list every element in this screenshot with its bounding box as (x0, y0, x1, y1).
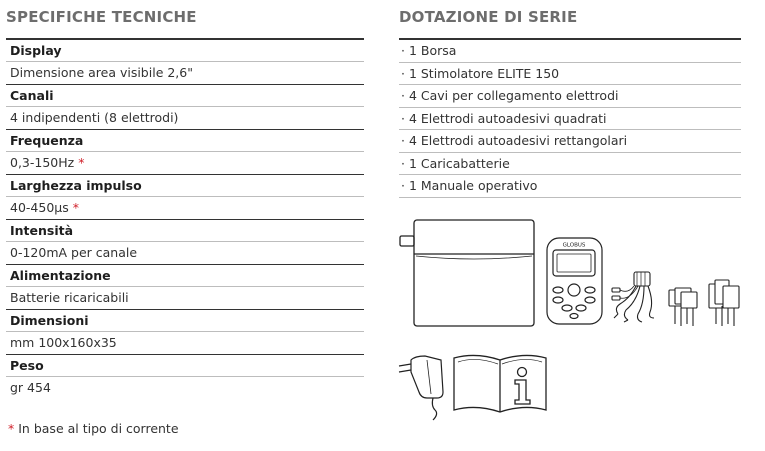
spec-label: Intensità (6, 219, 364, 241)
spec-label: Dimensioni (6, 309, 364, 331)
rectangular-electrodes-icon (707, 278, 743, 328)
manual-book-icon (452, 352, 548, 414)
spec-label: Canali (6, 84, 364, 106)
spec-row (6, 174, 364, 219)
device-brand: GLOBUS (562, 242, 586, 249)
spec-value: Batterie ricaricabili (6, 286, 364, 309)
bag-icon (398, 218, 538, 330)
asterisk: * (78, 155, 85, 170)
spec-label: Larghezza impulso (6, 174, 364, 196)
footnote-star: * (8, 421, 15, 436)
spec-table (6, 38, 364, 399)
specs-title: SPECIFICHE TECNICHE (6, 8, 197, 26)
spec-value: gr 454 (6, 376, 364, 399)
list-item: · 4 Elettrodi autoadesivi quadrati (399, 107, 741, 130)
list-item: · 1 Caricabatterie (399, 152, 741, 175)
electrode-cables-icon (610, 268, 662, 324)
kit-title: DOTAZIONE DI SERIE (399, 8, 578, 26)
spec-value: 0,3-150Hz * (6, 151, 364, 174)
kit-list (399, 38, 741, 198)
spec-row (6, 38, 364, 84)
stimulator-device-icon (545, 236, 605, 326)
square-electrodes-icon (667, 286, 701, 328)
spec-label: Frequenza (6, 129, 364, 151)
spec-label: Peso (6, 354, 364, 376)
charger-icon (397, 350, 447, 422)
spec-value: mm 100x160x35 (6, 331, 364, 354)
spec-row (6, 129, 364, 174)
spec-row (6, 264, 364, 309)
spec-value: 0-120mA per canale (6, 241, 364, 264)
list-item: · 1 Borsa (399, 38, 741, 62)
spec-row (6, 309, 364, 354)
list-item: · 1 Stimolatore ELITE 150 (399, 62, 741, 85)
spec-value: Dimensione area visibile 2,6" (6, 61, 364, 84)
asterisk: * (72, 200, 79, 215)
spec-value: 4 indipendenti (8 elettrodi) (6, 106, 364, 129)
list-item: · 1 Manuale operativo (399, 174, 741, 198)
footnote: * In base al tipo di corrente (8, 421, 179, 436)
spec-row (6, 354, 364, 399)
manual-letter: i (452, 352, 453, 353)
spec-label: Alimentazione (6, 264, 364, 286)
spec-label: Display (6, 38, 364, 61)
spec-row (6, 219, 364, 264)
spec-value: 40-450μs * (6, 196, 364, 219)
spec-row (6, 84, 364, 129)
list-item: · 4 Cavi per collegamento elettrodi (399, 84, 741, 107)
list-item: · 4 Elettrodi autoadesivi rettangolari (399, 129, 741, 152)
